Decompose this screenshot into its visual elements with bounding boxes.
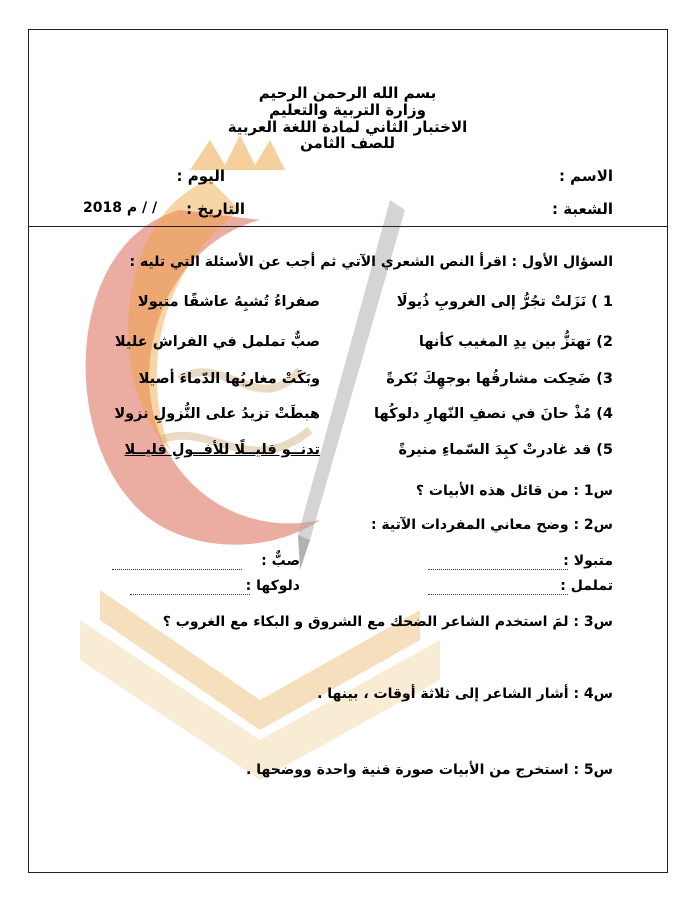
header-divider — [29, 226, 667, 227]
verse-3-first: 3) ضَحِكت مشارقُها بوجهِكَ بُكرةً — [386, 371, 613, 387]
verse-3-second: وبَكَتْ مغاربُها الدّماءَ أصيلا — [138, 371, 320, 387]
verse-1-second: صفراءُ تُشبِهُ عاشقًا متبولا — [137, 294, 320, 310]
date-year: 2018 م — [83, 200, 138, 216]
exam-title: الاختبار الثاني لمادة اللغة العربية — [227, 118, 468, 136]
name-label: الاسم : — [558, 167, 613, 185]
vocab-answer-line-4[interactable] — [130, 594, 250, 595]
vocab-word-4: دلوكها : — [245, 578, 300, 594]
vocab-word-3: تململ : — [560, 578, 613, 594]
subquestion-4: س4 : أشار الشاعر إلى ثلاثة أوقات ، بينها . — [317, 686, 613, 702]
verse-5-first: 5) قد غادرتْ كبِدَ السّماءِ منيرةً — [398, 442, 613, 458]
vocab-answer-line-1[interactable] — [428, 569, 568, 570]
grade-label: للصف الثامن — [300, 134, 395, 152]
vocab-answer-line-3[interactable] — [428, 594, 568, 595]
basmala: بسم الله الرحمن الرحيم — [258, 84, 437, 102]
day-label: اليوم : — [176, 167, 225, 185]
watermark-graphic — [60, 120, 460, 820]
vocab-answer-line-2[interactable] — [112, 569, 242, 570]
question1-title: السؤال الأول : اقرأ النص الشعري الآتي ثم أجب عن الأسئلة التي تليه : — [129, 254, 613, 270]
verse-4-first: 4) مُذْ حانَ في نصفِ النّهارِ دلوكُها — [374, 406, 613, 422]
ministry-name: وزارة التربية والتعليم — [269, 101, 426, 119]
verse-2-second: صبٌّ تململ في الفراش عليلا — [114, 334, 320, 350]
verse-4-second: هبطَتْ تزيدُ على النُّزولِ نزولا — [114, 406, 320, 422]
verse-5-second: تدنــو قليــلًا للأفــولِ قليــلا — [124, 442, 320, 458]
date-separators: / / — [142, 200, 158, 216]
vocab-word-2: صبٌّ : — [261, 553, 300, 569]
vocab-word-1: متبولا : — [563, 553, 613, 569]
watermark-pen — [298, 200, 405, 540]
section-label: الشعبة : — [552, 200, 613, 218]
subquestion-3: س3 : لمَ استخدم الشاعر الضحك مع الشروق و البكاء مع الغروب ؟ — [162, 614, 613, 630]
subquestion-1: س1 : من قائل هذه الأبيات ؟ — [415, 483, 613, 499]
subquestion-5: س5 : استخرج من الأبيات صورة فنية واحدة ووضحها . — [246, 762, 613, 778]
verse-2-first: 2) تهتزُّ بين يدِ المغيب كأنها — [418, 334, 613, 350]
date-label: التاريخ : — [186, 200, 245, 218]
verse-1-first: 1 ) نَزَلتْ تجُرُّ إلى الغروبِ ذُيولَا — [396, 294, 613, 310]
document-header — [0, 85, 695, 152]
subquestion-2: س2 : وضح معاني المفردات الآتية : — [370, 517, 613, 533]
